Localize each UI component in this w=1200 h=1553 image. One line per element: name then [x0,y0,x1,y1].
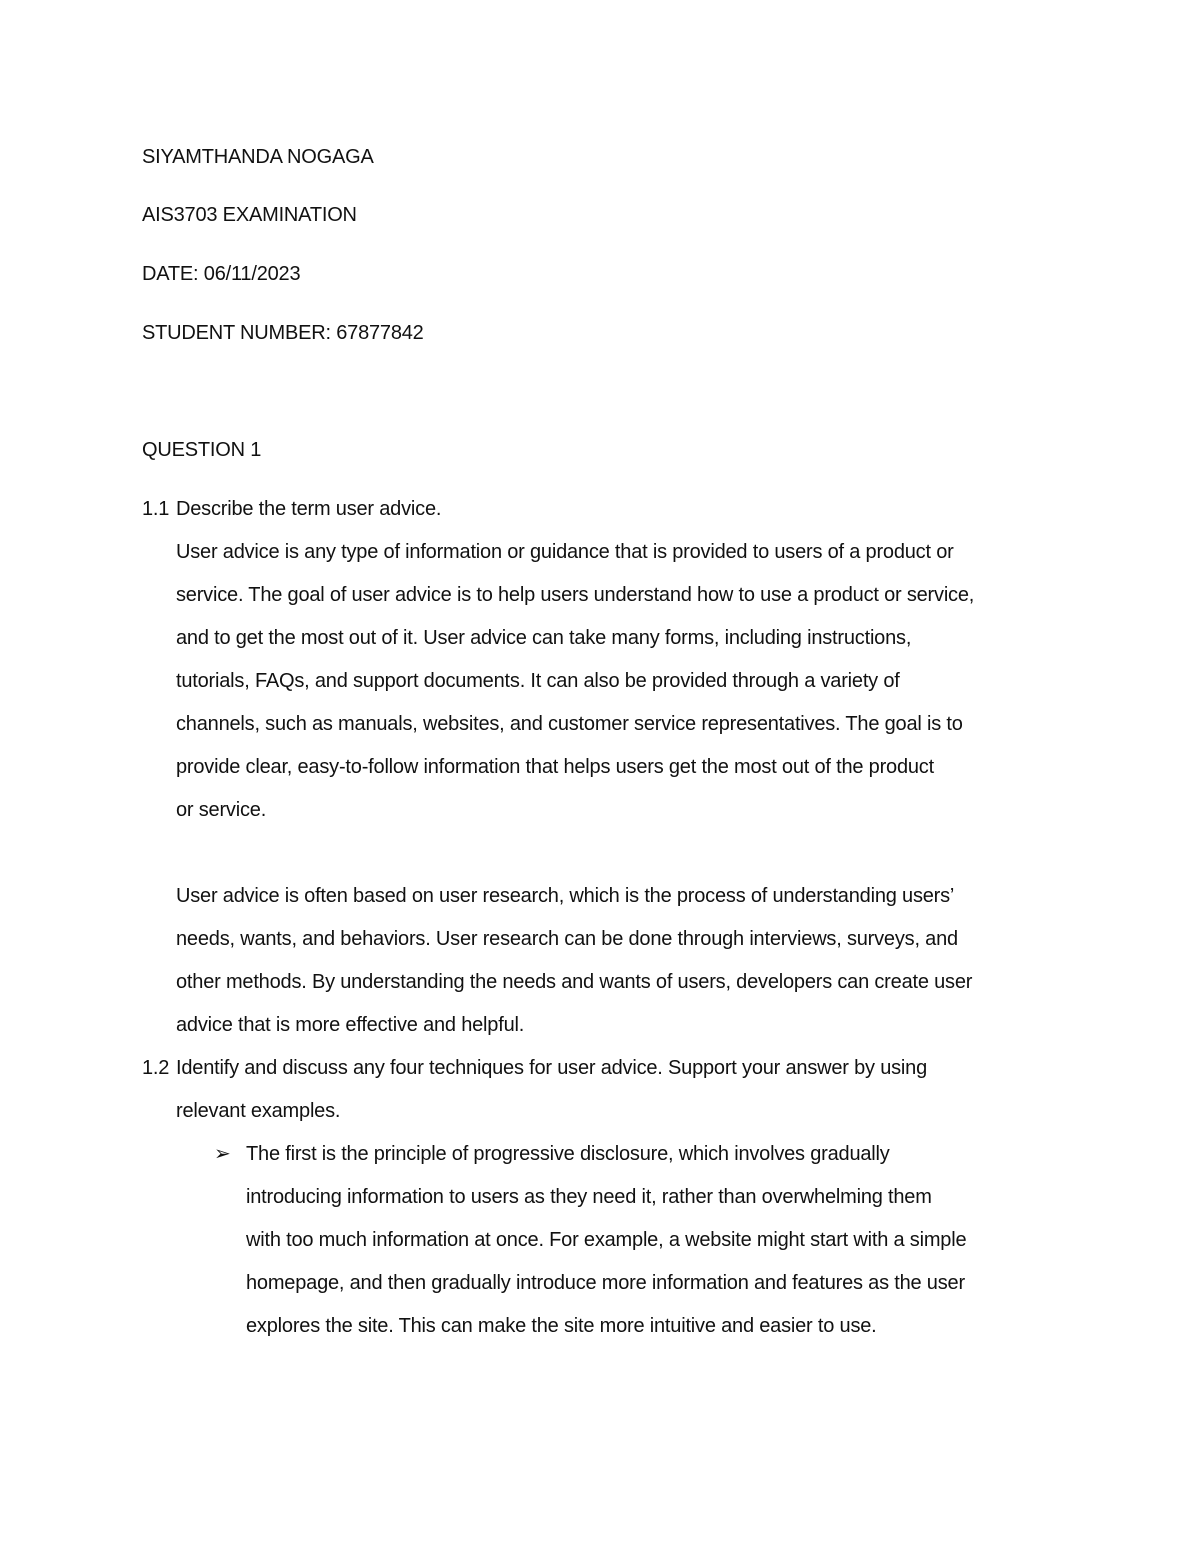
paragraph-line: needs, wants, and behaviors. User research can be done through interviews, surveys, and [176,928,958,950]
bullet-line: The first is the principle of progressive disclosure, which involves gradually [246,1143,890,1165]
question-number-1-2: 1.2 [142,1057,170,1079]
paragraph-line: or service. [176,799,267,821]
bullet-line: with too much information at once. For example, a website might start with a simple [246,1229,967,1251]
paragraph-line: advice that is more effective and helpful. [176,1014,525,1036]
student-name: SIYAMTHANDA NOGAGA [142,146,374,168]
paragraph-line: provide clear, easy-to-follow information that helps users get the most out of the product [176,756,934,778]
arrowhead-bullet-icon: ➢ [214,1143,231,1165]
question-number-1-1: 1.1 [142,498,170,520]
paragraph-line: User advice is any type of information or guidance that is provided to users of a product or [176,541,954,563]
prompt-line: Identify and discuss any four techniques for user advice. Support your answer by using [176,1057,928,1079]
exam-title: AIS3703 EXAMINATION [142,204,357,226]
bullet-line: homepage, and then gradually introduce more information and features as the user [246,1272,965,1294]
prompt-line: relevant examples. [176,1100,341,1122]
paragraph-line: User advice is often based on user research, which is the process of understanding users’ [176,885,955,907]
question-heading: QUESTION 1 [142,439,262,461]
exam-date: DATE: 06/11/2023 [142,263,301,285]
student-number: STUDENT NUMBER: 67877842 [142,322,424,344]
paragraph-line: other methods. By understanding the needs and wants of users, developers can create user [176,971,973,993]
bullet-line: introducing information to users as they need it, rather than overwhelming them [246,1186,932,1208]
paragraph-line: service. The goal of user advice is to help users understand how to use a product or service, [176,584,975,606]
question-prompt-1-1: Describe the term user advice. [176,498,442,520]
paragraph-line: and to get the most out of it. User advice can take many forms, including instructions, [176,627,912,649]
paragraph-line: channels, such as manuals, websites, and customer service representatives. The goal is to [176,713,963,735]
bullet-line: explores the site. This can make the site more intuitive and easier to use. [246,1315,877,1337]
paragraph-line: tutorials, FAQs, and support documents. It can also be provided through a variety of [176,670,900,692]
